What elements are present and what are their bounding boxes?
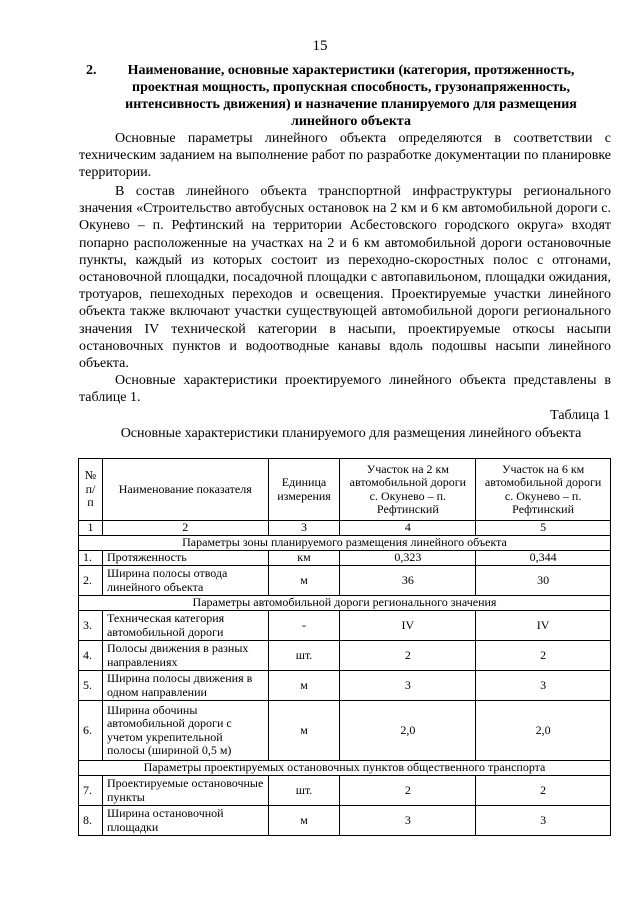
- row-value-site-2: IV: [476, 611, 611, 641]
- row-number: 7.: [79, 776, 103, 806]
- table-row: [79, 566, 611, 596]
- row-unit: шт.: [268, 641, 340, 671]
- row-unit: м: [268, 701, 340, 761]
- section-title: Наименование, основные характеристики (категория, протяженность, проектная мощность, пропускная способность, грузонапряженность, интенсивность движения) и назначение планируемого для размещения линейного объекта: [125, 63, 577, 129]
- row-value-site-1: 3: [340, 806, 476, 836]
- row-value-site-2: 2,0: [476, 701, 611, 761]
- row-value-site-2: 2: [476, 776, 611, 806]
- row-value-site-1: 3: [340, 671, 476, 701]
- paragraph-3: Основные характеристики проектируемого линейного объекта представлены в таблице 1.: [79, 373, 611, 406]
- row-name: Полосы движения в разных направлениях: [102, 641, 268, 671]
- section-row: [79, 536, 611, 551]
- header-site-2: Участок на 6 км автомобильной дороги с. Окунево – п. Рефтинский: [476, 459, 611, 521]
- section-row: [79, 596, 611, 611]
- table-caption: Основные характеристики планируемого для размещения линейного объекта: [120, 426, 582, 441]
- row-value-site-1: 2: [340, 641, 476, 671]
- row-value-site-2: 0,344: [476, 551, 611, 566]
- section-title-cell: Параметры проектируемых остановочных пунктов общественного транспорта: [79, 761, 611, 776]
- table-row: [79, 641, 611, 671]
- paragraph-2: В состав линейного объекта транспортной инфраструктуры регионального значения «Строительство автобусных остановок на 2 км и 6 км автомобильной дороги с. Окунево – п. Рефтинский на территории Асбестовского городского округа» входят попарно расположенные на участках на 2 и 6 км автомобильной дороги остановочные пункты, каждый из которых состоит из переходно-скоростных полос с отгонами, остановочной площадки, посадочной площадки с автопавильоном, площадки ожидания, тротуаров, пешеходных переходов и освещения. Проектируемые участки линейного объекта также включают участки существующей автомобильной дороги регионального значения IV технической категории в насыпи, проектируемые откосы насыпи остановочных пунктов и водоотводные канавы вдоль подошвы насыпи линейного объекта.: [79, 184, 611, 372]
- table-row: [79, 776, 611, 806]
- row-unit: м: [268, 566, 340, 596]
- section-title-cell: Параметры зоны планируемого размещения линейного объекта: [79, 536, 611, 551]
- row-number: 6.: [79, 701, 103, 761]
- col-number: 2: [102, 521, 268, 536]
- section-row: [79, 761, 611, 776]
- row-number: 5.: [79, 671, 103, 701]
- header-name: Наименование показателя: [102, 459, 268, 521]
- table-header-row: [79, 459, 611, 521]
- table-row: [79, 671, 611, 701]
- characteristics-table: [78, 458, 611, 836]
- row-unit: шт.: [268, 776, 340, 806]
- row-unit: м: [268, 806, 340, 836]
- row-value-site-2: 3: [476, 671, 611, 701]
- header-site-1: Участок на 2 км автомобильной дороги с. Окунево – п. Рефтинский: [340, 459, 476, 521]
- row-name: Проектируемые остановочные пункты: [102, 776, 268, 806]
- col-number: 5: [476, 521, 611, 536]
- column-number-row: [79, 521, 611, 536]
- header-num: № п/п: [79, 459, 103, 521]
- table-row: [79, 806, 611, 836]
- col-number: 1: [79, 521, 103, 536]
- row-value-site-1: 2,0: [340, 701, 476, 761]
- row-name: Ширина полосы движения в одном направлении: [102, 671, 268, 701]
- row-value-site-2: 30: [476, 566, 611, 596]
- table-row: [79, 611, 611, 641]
- row-value-site-1: 0,323: [340, 551, 476, 566]
- row-name: Техническая категория автомобильной дороги: [102, 611, 268, 641]
- row-number: 2.: [79, 566, 103, 596]
- row-value-site-1: 36: [340, 566, 476, 596]
- page-number: 15: [312, 38, 328, 54]
- row-name: Ширина остановочной площадки: [102, 806, 268, 836]
- row-value-site-1: 2: [340, 776, 476, 806]
- row-value-site-2: 3: [476, 806, 611, 836]
- row-number: 3.: [79, 611, 103, 641]
- row-name: Ширина обочины автомобильной дороги с учетом укрепительной полосы (шириной 0,5 м): [102, 701, 268, 761]
- row-unit: м: [268, 671, 340, 701]
- col-number: 3: [268, 521, 340, 536]
- section-heading: [86, 62, 604, 130]
- section-title-cell: Параметры автомобильной дороги регионального значения: [79, 596, 611, 611]
- header-unit: Единица измерения: [268, 459, 340, 521]
- col-number: 4: [340, 521, 476, 536]
- row-value-site-1: IV: [340, 611, 476, 641]
- row-name: Ширина полосы отвода линейного объекта: [102, 566, 268, 596]
- row-unit: км: [268, 551, 340, 566]
- row-number: 4.: [79, 641, 103, 671]
- table-row: [79, 701, 611, 761]
- section-number: 2.: [86, 63, 97, 78]
- row-name: Протяженность: [102, 551, 268, 566]
- row-number: 1.: [79, 551, 103, 566]
- row-value-site-2: 2: [476, 641, 611, 671]
- paragraph-1: Основные параметры линейного объекта определяются в соответствии с техническим заданием на выполнение работ по разработке документации по планировке территории.: [79, 131, 611, 181]
- table-label: Таблица 1: [550, 408, 610, 423]
- table-row: [79, 551, 611, 566]
- row-unit: -: [268, 611, 340, 641]
- row-number: 8.: [79, 806, 103, 836]
